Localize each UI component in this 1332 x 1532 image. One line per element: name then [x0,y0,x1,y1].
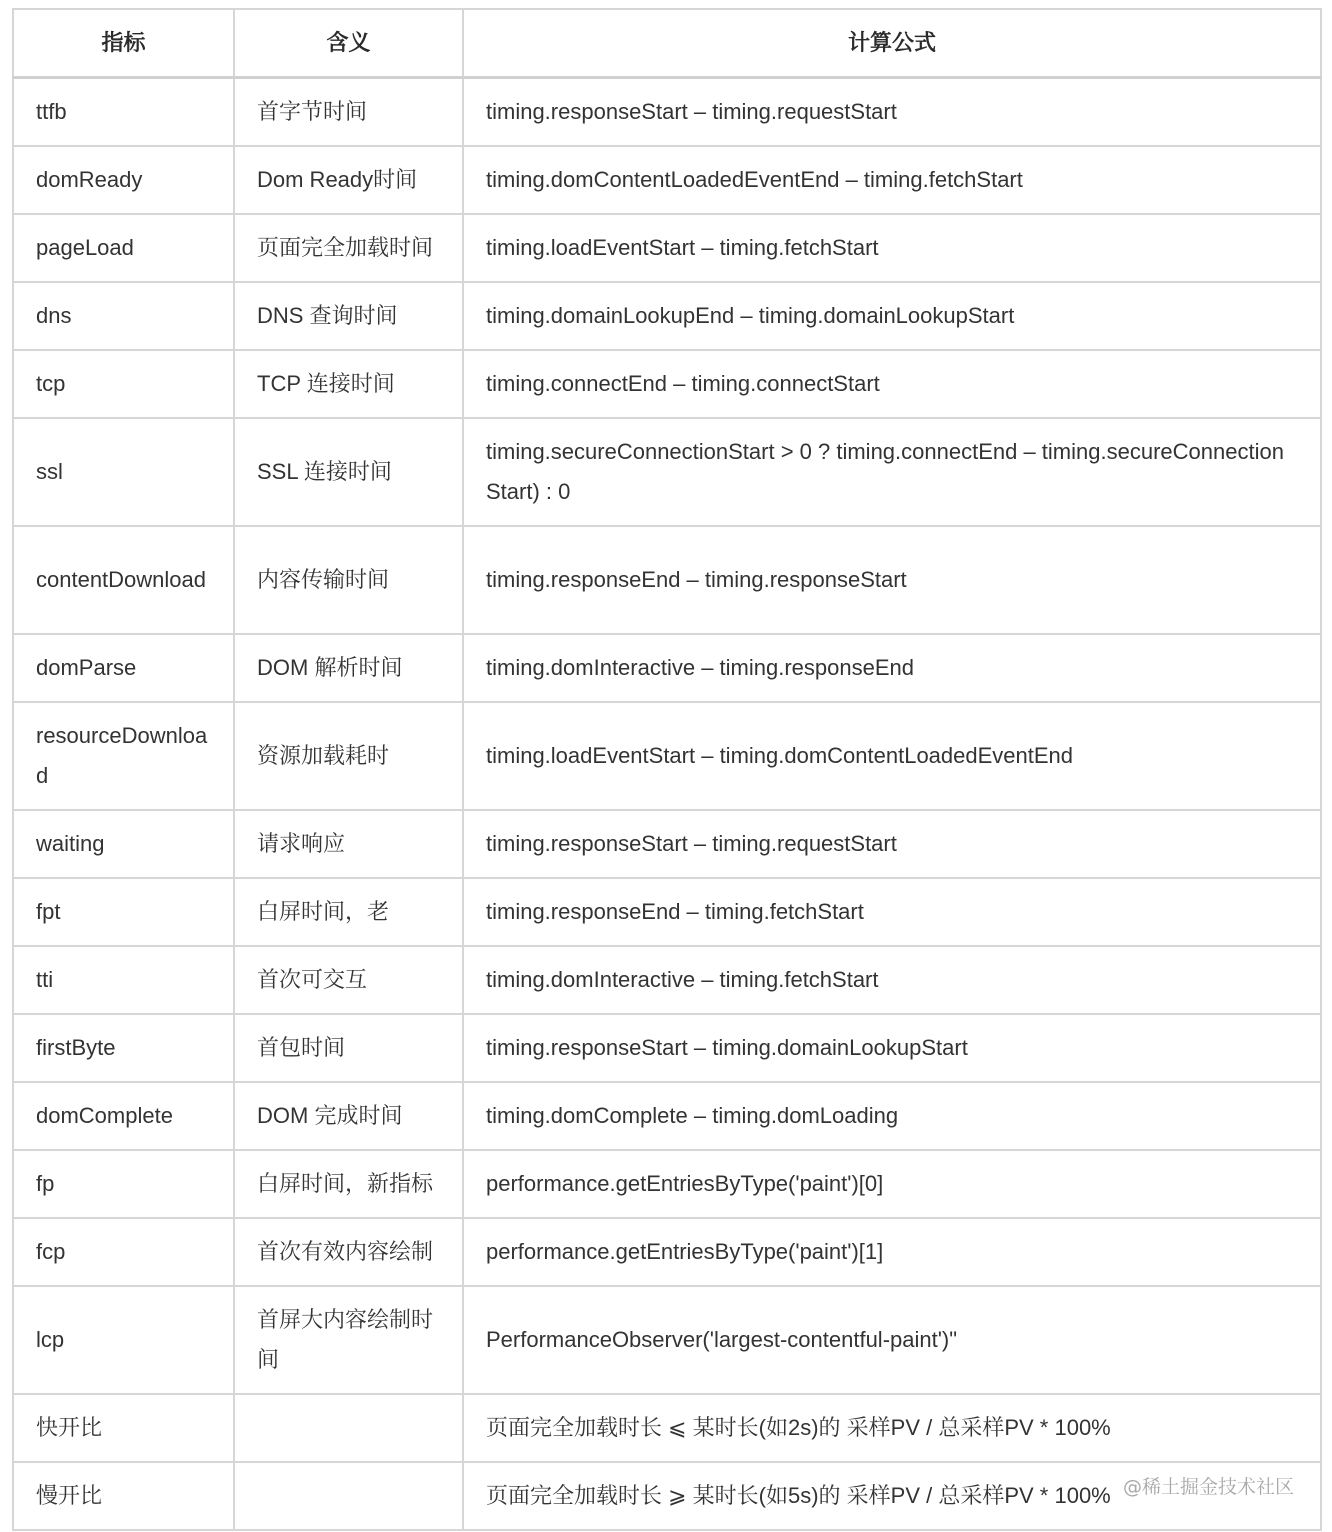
cell-formula: timing.domInteractive – timing.responseEnd [463,634,1321,702]
table-row [13,1286,1321,1394]
cell-formula: timing.responseStart – timing.requestStart [463,810,1321,878]
cell-metric: 快开比 [13,1394,234,1462]
table-row [13,146,1321,214]
cell-formula: timing.responseStart – timing.domainLookupStart [463,1014,1321,1082]
cell-metric: domComplete [13,1082,234,1150]
cell-meaning: Dom Ready时间 [234,146,463,214]
cell-formula: 页面完全加载时长 ⩾ 某时长(如5s)的 采样PV / 总采样PV * 100% [463,1462,1321,1530]
table-row [13,634,1321,702]
cell-metric: fpt [13,878,234,946]
cell-meaning: 首包时间 [234,1014,463,1082]
cell-meaning: 首次可交互 [234,946,463,1014]
cell-meaning: 白屏时间，老 [234,878,463,946]
table-row [13,350,1321,418]
table-row [13,1014,1321,1082]
cell-meaning: TCP 连接时间 [234,350,463,418]
cell-metric: tti [13,946,234,1014]
cell-formula: timing.domContentLoadedEventEnd – timing.fetchStart [463,146,1321,214]
table-row [13,214,1321,282]
cell-formula: timing.connectEnd – timing.connectStart [463,350,1321,418]
table-row [13,78,1321,147]
metrics-table [12,8,1322,1531]
cell-meaning: 白屏时间，新指标 [234,1150,463,1218]
cell-formula: timing.domainLookupEnd – timing.domainLookupStart [463,282,1321,350]
table-row [13,1150,1321,1218]
table-row [13,282,1321,350]
table-row [13,1394,1321,1462]
table-row [13,810,1321,878]
table-row [13,946,1321,1014]
cell-formula: performance.getEntriesByType('paint')[1] [463,1218,1321,1286]
cell-formula: timing.responseEnd – timing.responseStart [463,526,1321,634]
cell-formula: timing.secureConnectionStart > 0 ? timing.connectEnd – timing.secureConnectionStart) : 0 [463,418,1321,526]
table-row [13,1218,1321,1286]
cell-formula: timing.domComplete – timing.domLoading [463,1082,1321,1150]
cell-metric: waiting [13,810,234,878]
cell-formula: 页面完全加载时长 ⩽ 某时长(如2s)的 采样PV / 总采样PV * 100% [463,1394,1321,1462]
table-row [13,418,1321,526]
cell-meaning: 请求响应 [234,810,463,878]
table-row [13,526,1321,634]
cell-meaning: DOM 完成时间 [234,1082,463,1150]
cell-metric: resourceDownload [13,702,234,810]
cell-metric: fcp [13,1218,234,1286]
cell-meaning: DNS 查询时间 [234,282,463,350]
cell-meaning [234,1462,463,1530]
cell-metric: domParse [13,634,234,702]
table-header-row [13,9,1321,78]
cell-meaning: DOM 解析时间 [234,634,463,702]
cell-metric: fp [13,1150,234,1218]
cell-formula: timing.loadEventStart – timing.domContentLoadedEventEnd [463,702,1321,810]
cell-metric: tcp [13,350,234,418]
cell-metric: contentDownload [13,526,234,634]
cell-metric: ssl [13,418,234,526]
cell-metric: ttfb [13,78,234,147]
cell-meaning: 页面完全加载时间 [234,214,463,282]
table-row [13,1082,1321,1150]
cell-formula: performance.getEntriesByType('paint')[0] [463,1150,1321,1218]
header-metric: 指标 [13,9,234,78]
cell-meaning: 首字节时间 [234,78,463,147]
cell-meaning: 首次有效内容绘制 [234,1218,463,1286]
cell-formula: timing.responseStart – timing.requestStart [463,78,1321,147]
cell-metric: domReady [13,146,234,214]
table-row [13,878,1321,946]
cell-metric: 慢开比 [13,1462,234,1530]
cell-meaning: 内容传输时间 [234,526,463,634]
cell-meaning [234,1394,463,1462]
cell-metric: lcp [13,1286,234,1394]
cell-formula: timing.domInteractive – timing.fetchStart [463,946,1321,1014]
cell-meaning: 资源加载耗时 [234,702,463,810]
cell-formula: timing.responseEnd – timing.fetchStart [463,878,1321,946]
cell-metric: pageLoad [13,214,234,282]
cell-formula: timing.loadEventStart – timing.fetchStart [463,214,1321,282]
watermark: @稀土掘金技术社区 [1122,1476,1294,1498]
header-formula: 计算公式 [463,9,1321,78]
cell-metric: dns [13,282,234,350]
table-row [13,702,1321,810]
cell-meaning: SSL 连接时间 [234,418,463,526]
header-meaning: 含义 [234,9,463,78]
cell-formula: PerformanceObserver('largest-contentful-paint')" [463,1286,1321,1394]
cell-meaning: 首屏大内容绘制时间 [234,1286,463,1394]
cell-metric: firstByte [13,1014,234,1082]
